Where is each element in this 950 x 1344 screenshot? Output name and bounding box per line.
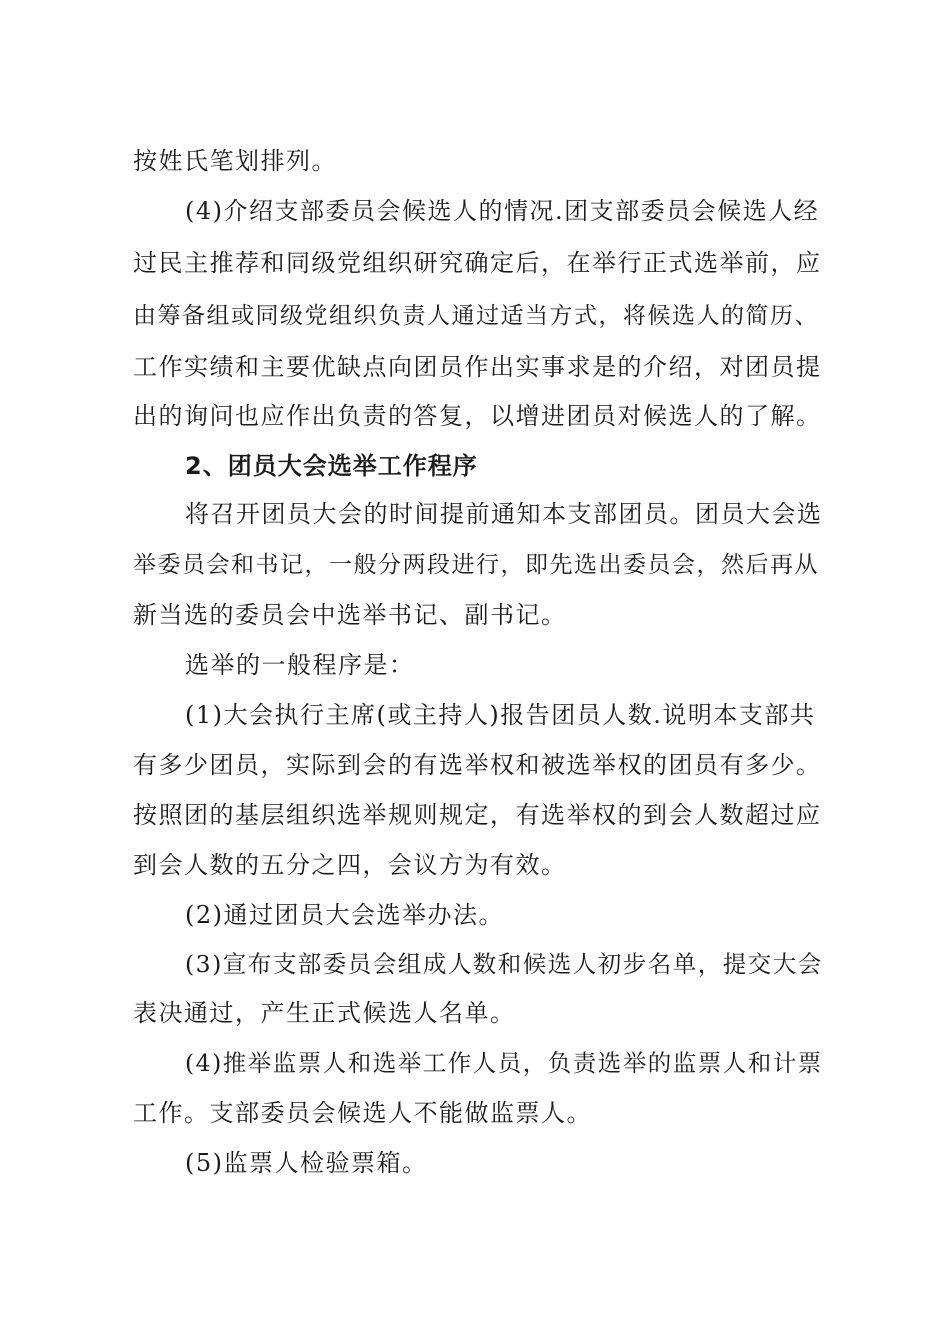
paragraph-line: 按照团的基层组织选举规则规定，有选举权的到会人数超过应 [133, 801, 822, 829]
paragraph-line: (4)介绍支部委员会候选人的情况.团支部委员会候选人经 [185, 197, 820, 225]
paragraph-line: (1)大会执行主席(或主持人)报告团员人数.说明本支部共 [185, 701, 816, 729]
section-heading: 2、团员大会选举工作程序 [185, 452, 478, 480]
paragraph-line: (3)宣布支部委员会组成人数和候选人初步名单，提交大会 [185, 950, 823, 978]
paragraph-line: 工作实绩和主要优缺点向团员作出实事求是的介绍，对团员提 [133, 353, 822, 381]
paragraph-line: (5)监票人检验票箱。 [185, 1149, 428, 1177]
paragraph-line: 工作。支部委员会候选人不能做监票人。 [133, 1099, 592, 1127]
paragraph-line: 新当选的委员会中选举书记、副书记。 [133, 601, 567, 629]
paragraph-line: 选举的一般程序是： [185, 651, 415, 679]
paragraph-line: 到会人数的五分之四，会议方为有效。 [133, 851, 567, 879]
paragraph-line: 由筹备组或同级党组织负责人通过适当方式，将候选人的简历、 [133, 303, 819, 329]
paragraph-line: 将召开团员大会的时间提前通知本支部团员。团员大会选 [185, 500, 823, 528]
paragraph-line: 有多少团员，实际到会的有选举权和被选举权的团员有多少。 [133, 751, 822, 779]
paragraph-line: (4)推举监票人和选举工作人员，负责选举的监票人和计票 [185, 1049, 823, 1077]
paragraph-line: 过民主推荐和同级党组织研究确定后，在举行正式选举前，应 [133, 249, 822, 277]
paragraph-line: 表决通过，产生正式候选人名单。 [133, 999, 516, 1027]
paragraph-line: (2)通过团员大会选举办法。 [185, 901, 504, 929]
paragraph-line: 举委员会和书记，一般分两段进行，即先选出委员会，然后再从 [133, 552, 819, 578]
paragraph-line: 出的询问也应作出负责的答复，以增进团员对候选人的了解。 [133, 402, 822, 430]
paragraph-line: 按姓氏笔划排列。 [133, 147, 337, 175]
